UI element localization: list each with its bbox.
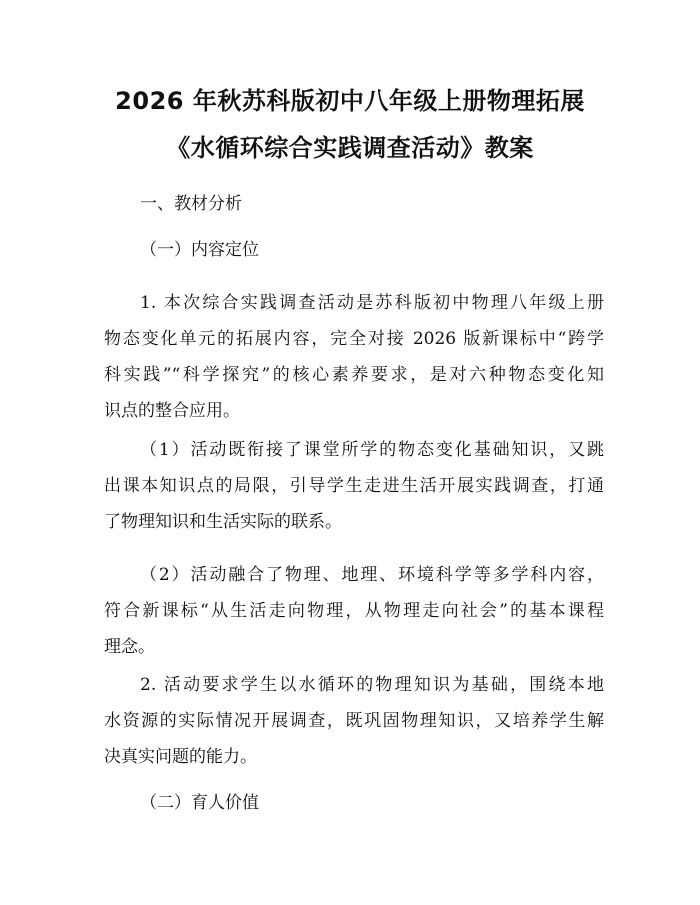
- paragraph-line: 科实践”“科学探究”的核心素养要求，是对六种物态变化知: [104, 365, 604, 385]
- subsection-heading-educational-value: （二）育人价值: [140, 793, 259, 813]
- paragraph-line: 了物理知识和生活实际的联系。: [104, 512, 342, 532]
- document-title-line-2: 《水循环综合实践调查活动》教案: [166, 134, 534, 162]
- paragraph-line: 识点的整合应用。: [104, 401, 240, 421]
- paragraph-line: 水资源的实际情况开展调查，既巩固物理知识，又培养学生解: [104, 711, 604, 731]
- paragraph-line: 2. 活动要求学生以水循环的物理知识为基础，围绕本地: [140, 675, 604, 695]
- paragraph-line: 物态变化单元的拓展内容，完全对接 2026 版新课标中“跨学: [104, 329, 604, 349]
- paragraph-line: 理念。: [104, 637, 155, 657]
- paragraph-line: （1）活动既衔接了课堂所学的物态变化基础知识，又跳: [140, 440, 604, 460]
- paragraph-line: （2）活动融合了物理、地理、环境科学等多学科内容，: [140, 565, 604, 585]
- paragraph-3: [104, 557, 604, 665]
- paragraph-4: [104, 667, 604, 775]
- section-heading-textbook-analysis: 一、教材分析: [140, 194, 242, 214]
- paragraph-line: 1. 本次综合实践调查活动是苏科版初中物理八年级上册: [140, 293, 604, 313]
- paragraph-line: 符合新课标“从生活走向物理，从物理走向社会”的基本课程: [104, 601, 604, 621]
- paragraph-line: 决真实问题的能力。: [104, 747, 257, 767]
- paragraph-1: [104, 285, 604, 429]
- document-title-line-1: 2026 年秋苏科版初中八年级上册物理拓展: [115, 87, 585, 115]
- paragraph-line: 出课本知识点的局限，引导学生走进生活开展实践调查，打通: [104, 476, 604, 496]
- paragraph-2: [104, 432, 604, 540]
- subsection-heading-content-positioning: （一）内容定位: [140, 240, 259, 260]
